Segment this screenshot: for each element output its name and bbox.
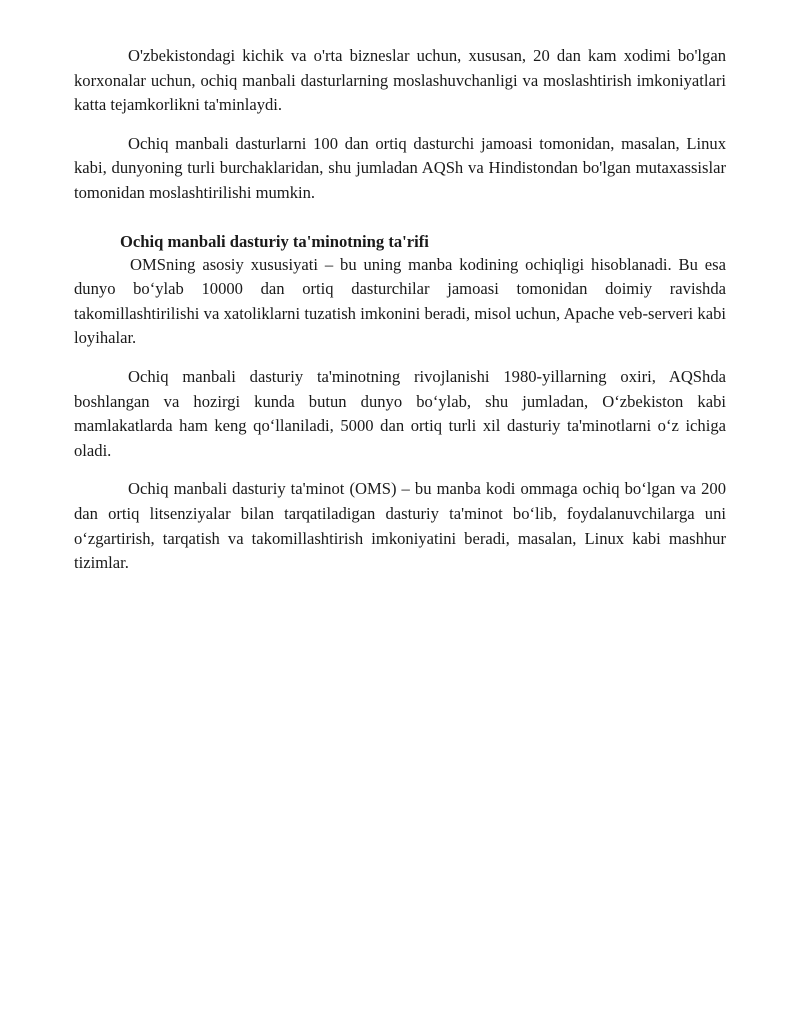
document-page	[74, 44, 726, 576]
section-heading: Ochiq manbali dasturiy ta'minotning ta'rifi	[120, 231, 429, 251]
paragraph-small-business: O'zbekistondagi kichik va o'rta bizneslar uchun, xususan, 20 dan kam xodimi bo'lgan korxonalar uchun, ochiq manbali dasturlarning moslashuvchanligi va moslashtirish imkoniyatlari katta tejamkorlikni ta'minlaydi.	[74, 46, 726, 115]
paragraph-oms-feature: OMSning asosiy xususiyati – bu uning manba kodining ochiqligi hisoblanadi. Bu esa dunyo bo‘ylab 10000 dan ortiq dasturchilar jamoasi tomonidan doimiy ravishda takomillashtirilishi va xatoliklarni tuzatish imkonini beradi, misol uchun, Apache veb-serveri kabi loyihalar.	[74, 254, 726, 348]
paragraph-oms-definition: Ochiq manbali dasturiy ta'minot (OMS) – bu manba kodi ommaga ochiq bo‘lgan va 200 dan ortiq litsenziyalar bilan tarqatiladigan dasturiy ta'minot bo‘lib, foydalanuvchilarga uni o‘zgartirish, tarqatish va takomillashtirish imkoniyatini beradi, masalan, Linux kabi mashhur tizimlar.	[74, 479, 726, 573]
paragraph-oms-history: Ochiq manbali dasturiy ta'minotning rivojlanishi 1980-yillarning oxiri, AQShda boshlangan va hozirgi kunda butun dunyo bo‘ylab, shu jumladan, O‘zbekiston kabi mamlakatlarda ham keng qo‘llaniladi, 5000 dan ortiq turli xil dasturiy ta'minotlarni o‘z ichiga oladi.	[74, 366, 726, 460]
paragraph-developer-teams: Ochiq manbali dasturlarni 100 dan ortiq dasturchi jamoasi tomonidan, masalan, Linux kabi, dunyoning turli burchaklaridan, shu jumladan AQSh va Hindistondan bo'lgan mutaxassislar tomonidan moslashtirilishi mumkin.	[74, 133, 726, 202]
